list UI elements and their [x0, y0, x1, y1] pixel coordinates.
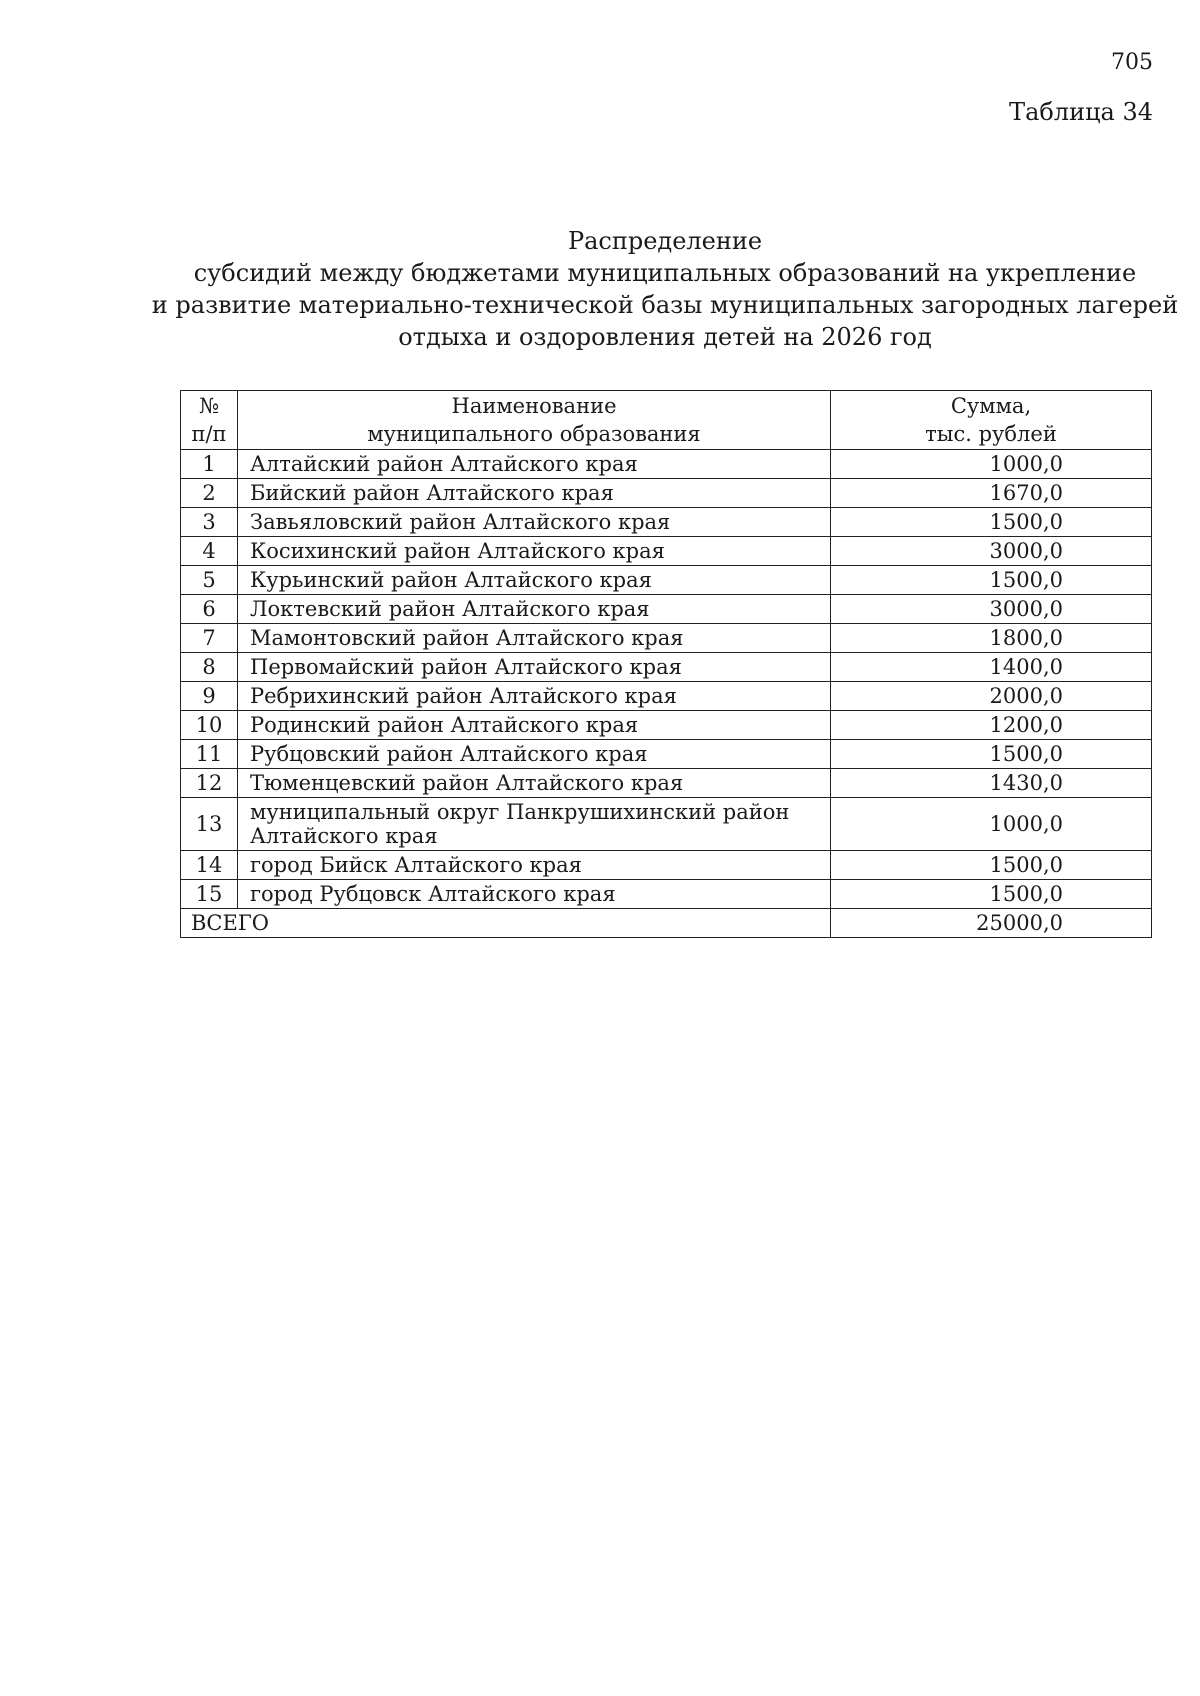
title-line: Распределение — [567, 227, 763, 255]
title-line: отдыха и оздоровления детей на 2026 год — [398, 323, 932, 351]
row-name: Курьинский район Алтайского края — [238, 566, 831, 595]
row-name — [238, 798, 831, 851]
row-num: 7 — [181, 624, 238, 653]
row-num: 8 — [181, 653, 238, 682]
row-name: Алтайский район Алтайского края — [238, 450, 831, 479]
table-row — [181, 450, 1152, 479]
row-num: 4 — [181, 537, 238, 566]
row-name: Рубцовский район Алтайского края — [238, 740, 831, 769]
row-sum: 1500,0 — [831, 880, 1152, 909]
row-name: Ребрихинский район Алтайского края — [238, 682, 831, 711]
row-name-line2: Алтайского края — [250, 824, 438, 848]
header-name — [238, 391, 831, 450]
row-num: 3 — [181, 508, 238, 537]
row-num: 10 — [181, 711, 238, 740]
table-row — [181, 711, 1152, 740]
row-sum: 1500,0 — [831, 566, 1152, 595]
row-name: Бийский район Алтайского края — [238, 479, 831, 508]
table-row — [181, 508, 1152, 537]
table-row — [181, 851, 1152, 880]
row-sum: 2000,0 — [831, 682, 1152, 711]
row-sum: 1000,0 — [831, 798, 1152, 851]
title-line: субсидий между бюджетами муниципальных образований на укрепление — [193, 259, 1137, 287]
page-number: 705 — [1111, 50, 1153, 75]
row-num: 2 — [181, 479, 238, 508]
row-num: 15 — [181, 880, 238, 909]
table-row — [181, 798, 1152, 851]
table-row — [181, 653, 1152, 682]
header-sum — [831, 391, 1152, 450]
row-sum: 1800,0 — [831, 624, 1152, 653]
header-sum-line2: тыс. рублей — [925, 422, 1057, 446]
row-sum: 3000,0 — [831, 537, 1152, 566]
table-row — [181, 537, 1152, 566]
row-sum: 1400,0 — [831, 653, 1152, 682]
table-row — [181, 682, 1152, 711]
total-sum: 25000,0 — [831, 909, 1152, 938]
row-name: Косихинский район Алтайского края — [238, 537, 831, 566]
table-header-row — [181, 391, 1152, 450]
row-sum: 3000,0 — [831, 595, 1152, 624]
row-num: 6 — [181, 595, 238, 624]
total-row — [181, 909, 1152, 938]
row-name: Мамонтовский район Алтайского края — [238, 624, 831, 653]
row-sum: 1500,0 — [831, 508, 1152, 537]
subsidy-table — [180, 390, 1152, 938]
header-num — [181, 391, 238, 450]
table-row — [181, 769, 1152, 798]
table-label: Таблица 34 — [1009, 98, 1153, 126]
header-sum-line1: Сумма, — [950, 394, 1032, 418]
row-name: Родинский район Алтайского края — [238, 711, 831, 740]
row-sum: 1670,0 — [831, 479, 1152, 508]
total-label: ВСЕГО — [181, 909, 831, 938]
table-row — [181, 740, 1152, 769]
row-name: Первомайский район Алтайского края — [238, 653, 831, 682]
row-name: Тюменцевский район Алтайского края — [238, 769, 831, 798]
table-row — [181, 479, 1152, 508]
row-name: город Бийск Алтайского края — [238, 851, 831, 880]
row-name: город Рубцовск Алтайского края — [238, 880, 831, 909]
table-row — [181, 566, 1152, 595]
row-name-line1: муниципальный округ Панкрушихинский район — [250, 800, 790, 824]
header-name-line1: Наименование — [451, 394, 617, 418]
row-num: 13 — [181, 798, 238, 851]
row-num: 1 — [181, 450, 238, 479]
table-row — [181, 624, 1152, 653]
row-sum: 1000,0 — [831, 450, 1152, 479]
row-name: Локтевский район Алтайского края — [238, 595, 831, 624]
row-name: Завьяловский район Алтайского края — [238, 508, 831, 537]
row-num: 12 — [181, 769, 238, 798]
row-num: 5 — [181, 566, 238, 595]
title-line: и развитие материально-технической базы муниципальных загородных лагерей — [151, 291, 1179, 319]
row-sum: 1500,0 — [831, 740, 1152, 769]
row-sum: 1500,0 — [831, 851, 1152, 880]
header-num-line2: п/п — [191, 422, 227, 446]
row-sum: 1430,0 — [831, 769, 1152, 798]
row-sum: 1200,0 — [831, 711, 1152, 740]
row-num: 9 — [181, 682, 238, 711]
document-title — [150, 225, 1180, 353]
row-num: 14 — [181, 851, 238, 880]
header-name-line2: муниципального образования — [367, 422, 701, 446]
table-row — [181, 880, 1152, 909]
row-num: 11 — [181, 740, 238, 769]
header-num-line1: № — [199, 394, 219, 418]
table-row — [181, 595, 1152, 624]
